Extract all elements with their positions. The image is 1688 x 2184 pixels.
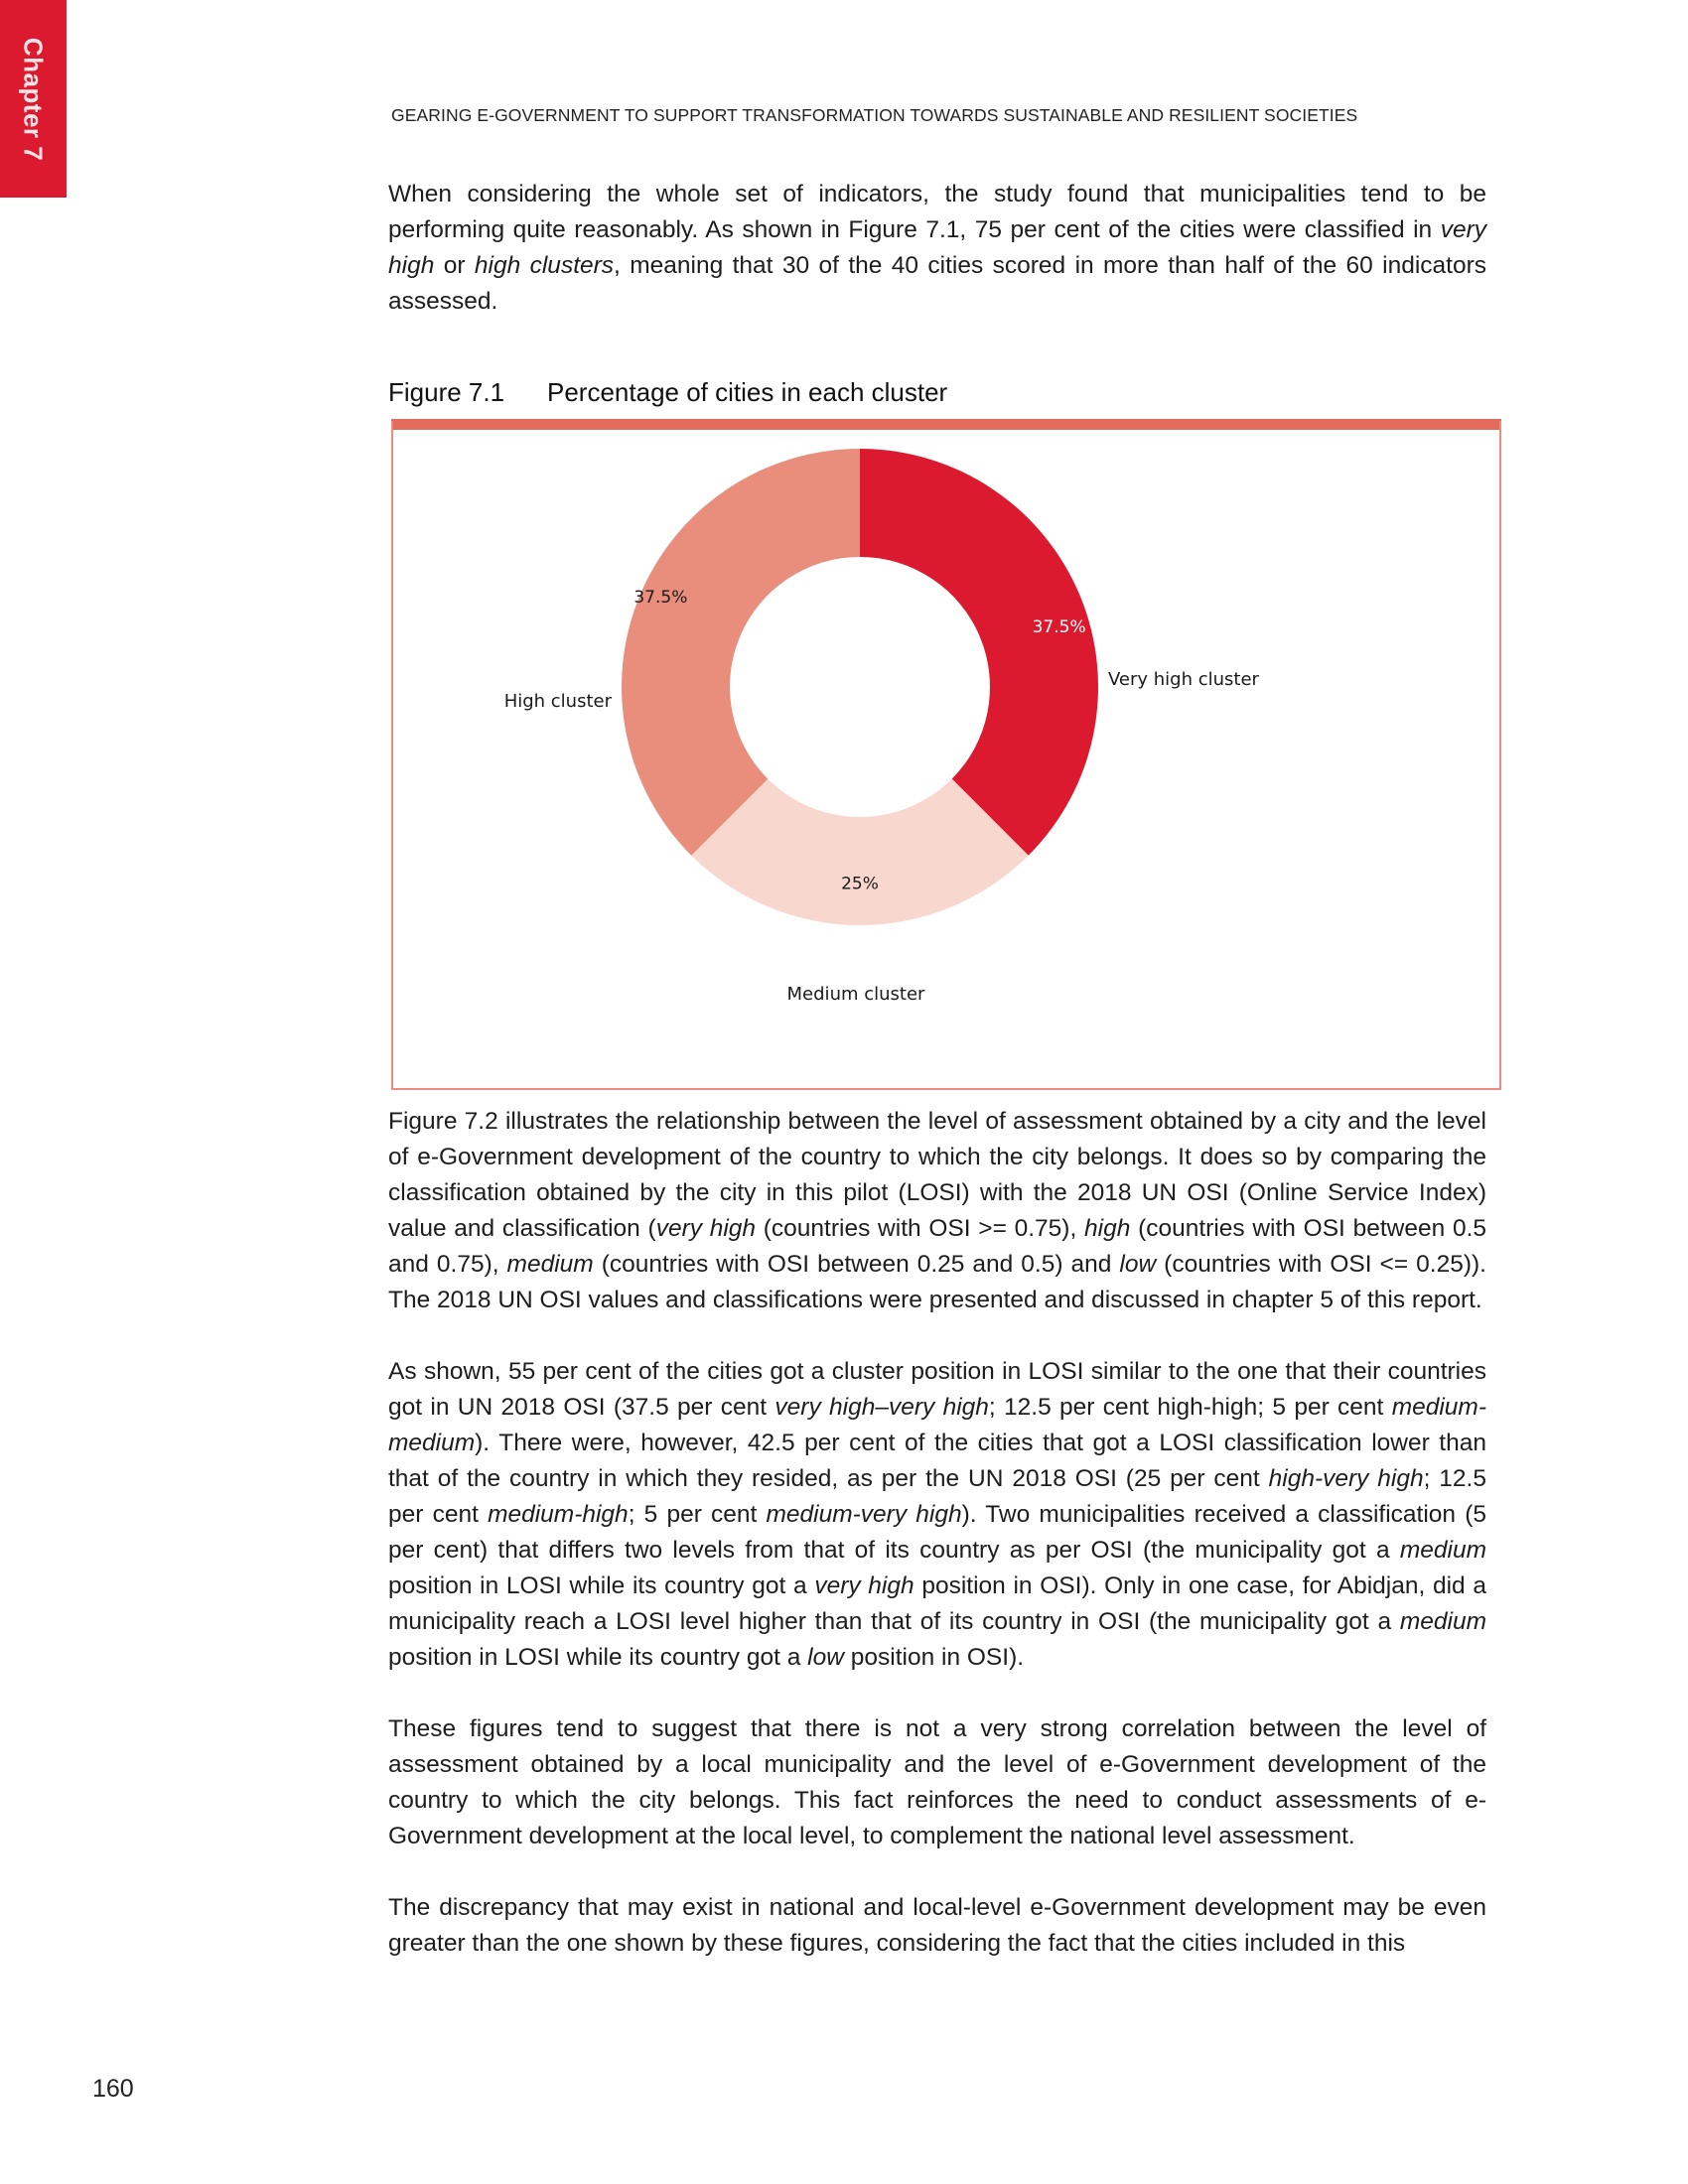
figure-title: Percentage of cities in each cluster bbox=[547, 377, 948, 407]
slice-value-label: 25% bbox=[841, 874, 879, 894]
slice-category-label: High cluster bbox=[503, 691, 612, 712]
paragraph-intro: When considering the whole set of indicators, the study found that municipalities tend to be performing quite reasonably. As shown in Figure 7.1, 75 per cent of the cities were classified in very high or high clusters, meaning that 30 of the 40 cities scored in more than half of the 60 indicators assessed. bbox=[388, 181, 1486, 315]
paragraph-correlation: These figures tend to suggest that there is not a very strong correlation between the level of assessment obtained by a local municipality and the level of e-Government development of the country to which the city belongs. This fact reinforces the need to conduct assessments of e-Government development at the local level, to complement the national level assessment. bbox=[388, 1715, 1486, 1849]
paragraph-discrepancy: The discrepancy that may exist in national and local-level e-Government development may be even greater than the one shown by these figures, considering the fact that the cities included in this bbox=[388, 1894, 1486, 1957]
paragraph-figure-7-2: Figure 7.2 illustrates the relationship between the level of assessment obtained by a city and the level of e-Government development of the country to which the city belongs. It does so by comparing the classification obtained by the city in this pilot (LOSI) with the 2018 UN OSI (Online Service Index) value and classification (very high (countries with OSI >= 0.75), high (countries with OSI between 0.5 and 0.75), medium (countries with OSI between 0.25 and 0.5) and low (countries with OSI <= 0.25)). The 2018 UN OSI values and classifications were presented and discussed in chapter 5 of this report. bbox=[388, 1108, 1487, 1313]
donut-slices bbox=[622, 449, 1098, 925]
slice-value-label: 37.5% bbox=[633, 588, 688, 609]
slice-category-label: Medium cluster bbox=[786, 984, 925, 1005]
donut-slice-very-high-cluster bbox=[860, 449, 1098, 856]
slice-value-label: 37.5% bbox=[1032, 617, 1086, 638]
page-number: 160 bbox=[92, 2075, 134, 2103]
donut-labels bbox=[504, 588, 1260, 1005]
figure-caption bbox=[388, 377, 947, 408]
slice-category-label: Very high cluster bbox=[1108, 669, 1259, 690]
figure-number: Figure 7.1 bbox=[388, 377, 505, 407]
running-head: GEARING E-GOVERNMENT TO SUPPORT TRANSFORMATION TOWARDS SUSTAINABLE AND RESILIENT SOCIETIES bbox=[391, 105, 1358, 125]
chapter-tab bbox=[0, 0, 67, 198]
paragraph-as-shown: As shown, 55 per cent of the cities got a cluster position in LOSI similar to the one that their countries got in UN 2018 OSI (37.5 per cent very high–very high; 12.5 per cent high-high; 5 per cent medium-medium). There were, however, 42.5 per cent of the cities that got a LOSI classification lower than that of the country in which they resided, as per the UN 2018 OSI (25 per cent high-very high; 12.5 per cent medium-high; 5 per cent medium-very high). Two municipalities received a classification (5 per cent) that differs two levels from that of its country as per OSI (the municipality got a medium position in LOSI while its country got a very high position in OSI). Only in one case, for Abidjan, did a municipality reach a LOSI level higher than that of its country in OSI (the municipality got a medium position in LOSI while its country got a low position in OSI). bbox=[388, 1358, 1486, 1671]
chapter-tab-label: Chapter 7 bbox=[18, 37, 49, 162]
donut-chart bbox=[393, 430, 1499, 1088]
donut-slice-high-cluster bbox=[622, 449, 860, 856]
